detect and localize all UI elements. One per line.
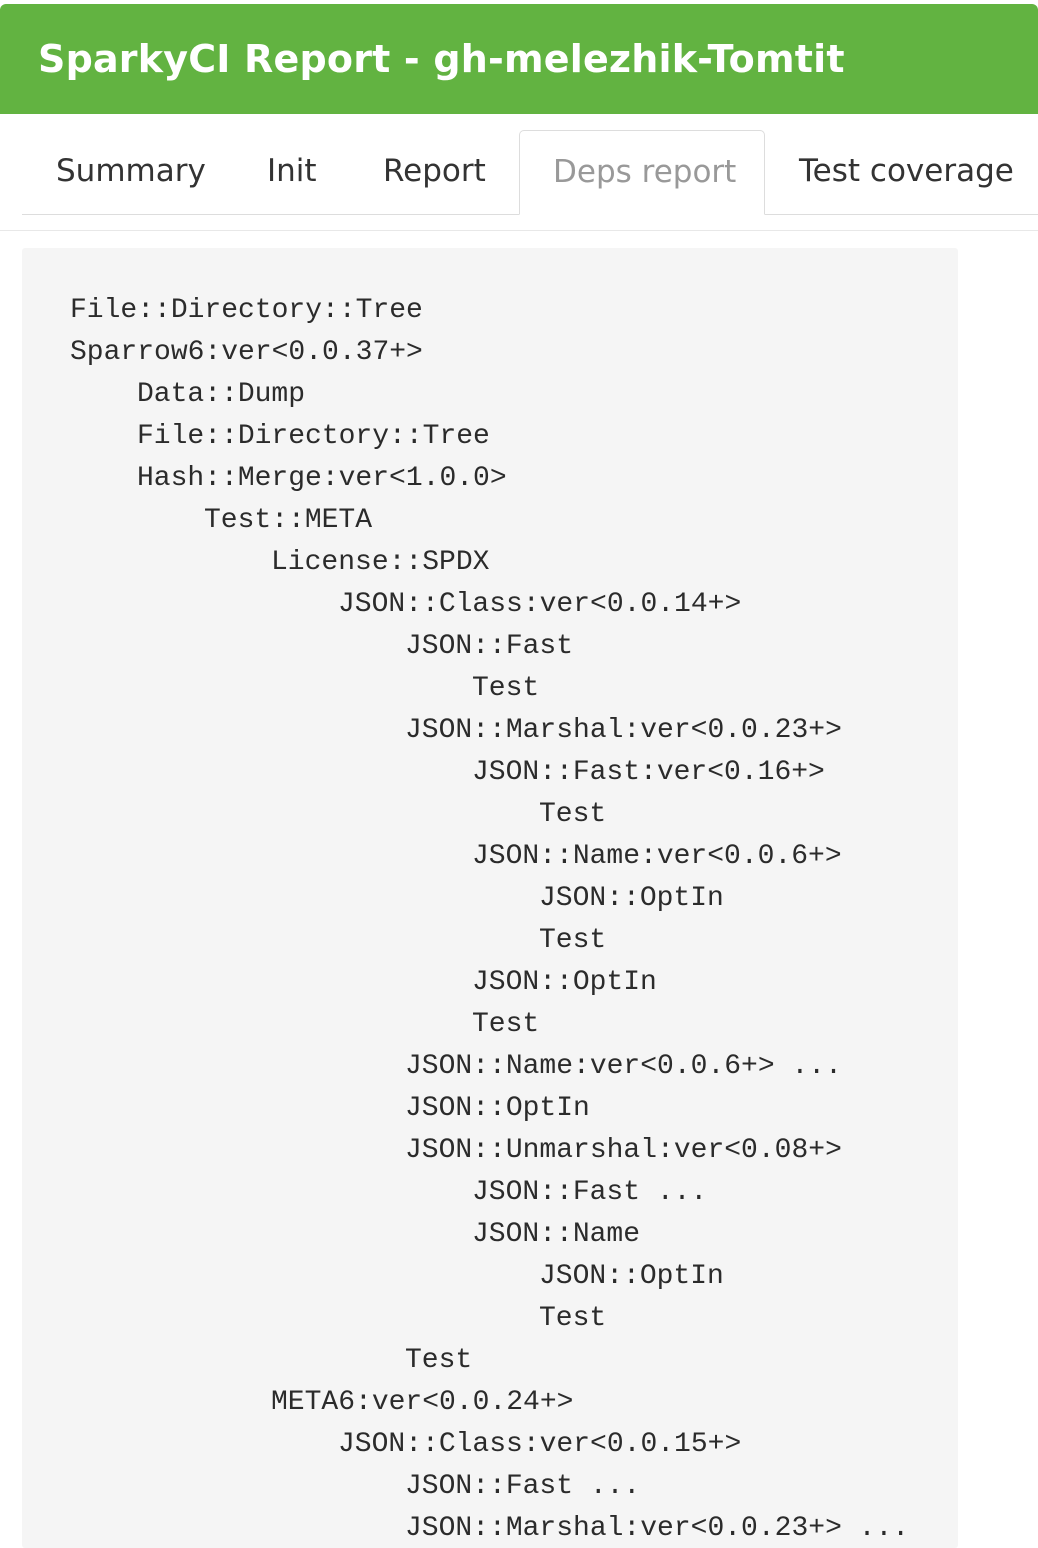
dep-line: JSON::Fast [405,631,574,662]
dep-line: JSON::Name [472,1219,641,1250]
dep-line: JSON::Marshal:ver<0.0.23+> [405,715,842,746]
dep-line: License::SPDX [271,547,490,578]
deps-report-panel [22,248,958,1548]
dep-line: JSON::Marshal:ver<0.0.23+> ... [405,1513,910,1544]
report-header [0,4,1038,114]
dep-line: JSON::OptIn [539,1261,724,1292]
dep-line: JSON::Class:ver<0.0.15+> [338,1429,742,1460]
dep-line: JSON::OptIn [472,967,657,998]
dep-line: JSON::Name:ver<0.0.6+> ... [405,1051,842,1082]
tab-report[interactable]: Report [383,153,486,189]
dep-line: Test [539,925,607,956]
dep-line: JSON::Name:ver<0.0.6+> [472,841,842,872]
dep-line: File::Directory::Tree [70,295,423,326]
dep-line: JSON::Fast ... [405,1471,641,1502]
dep-line: Data::Dump [137,379,306,410]
dep-line: JSON::Fast ... [472,1177,708,1208]
tab-init[interactable]: Init [267,153,317,189]
dep-line: JSON::Class:ver<0.0.14+> [338,589,742,620]
content-divider [0,230,1038,231]
dep-line: Test [539,1303,607,1334]
dep-line: JSON::OptIn [539,883,724,914]
dep-line: JSON::Unmarshal:ver<0.08+> [405,1135,842,1166]
dep-line: Test [539,799,607,830]
tab-test-coverage[interactable]: Test coverage [799,153,1014,189]
tab-deps-report[interactable]: Deps report [519,130,765,215]
dep-line: Hash::Merge:ver<1.0.0> [137,463,507,494]
tab-summary[interactable]: Summary [56,153,206,189]
dep-line: Test [405,1345,473,1376]
dep-line: META6:ver<0.0.24+> [271,1387,574,1418]
dep-line: File::Directory::Tree [137,421,490,452]
dep-line: Sparrow6:ver<0.0.37+> [70,337,423,368]
dep-line: Test [472,673,540,704]
dep-line: Test [472,1009,540,1040]
report-title: SparkyCI Report - gh-melezhik-Tomtit [38,37,845,81]
dep-line: JSON::OptIn [405,1093,590,1124]
dep-line: Test::META [204,505,373,536]
tab-bar [22,130,1038,215]
dep-line: JSON::Fast:ver<0.16+> [472,757,825,788]
